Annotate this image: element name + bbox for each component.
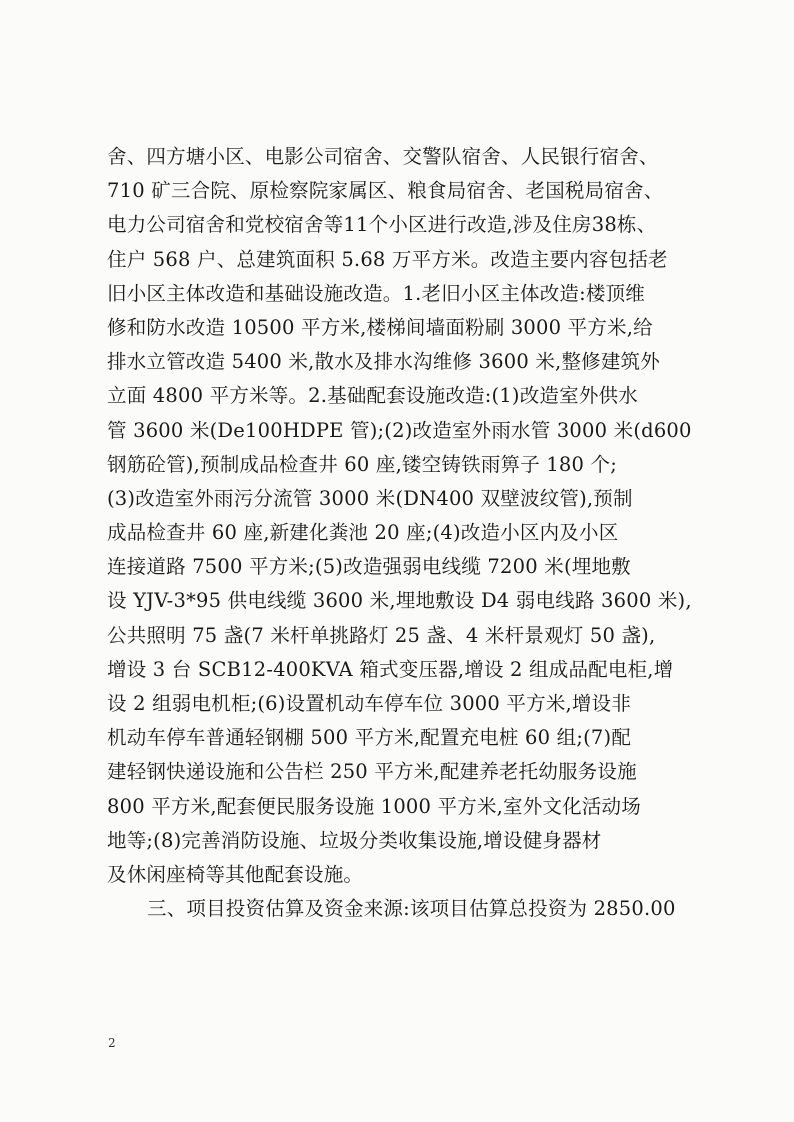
text-line: 公共照明 75 盏(7 米杆单挑路灯 25 盏、4 米杆景观灯 50 盏), [107,623,656,647]
text-line: 管 3600 米(De100HDPE 管);(2)改造室外雨水管 3000 米(d600 [107,418,692,442]
text-line: 连接道路 7500 平方米;(5)改造强弱电线缆 7200 米(埋地敷 [107,555,631,579]
text-line: 地等;(8)完善消防设施、垃圾分类收集设施,增设健身器材 [107,828,602,852]
text-line: 旧小区主体改造和基础设施改造。1.老旧小区主体改造:楼顶维 [107,281,645,305]
text-line: 立面 4800 平方米等。2.基础配套设施改造:(1)改造室外供水 [107,384,638,408]
text-line: 修和防水改造 10500 平方米,楼梯间墙面粉刷 3000 平方米,给 [107,315,653,339]
text-line: 设 2 组弱电机柜;(6)设置机动车停车位 3000 平方米,增设非 [107,692,632,715]
section-heading-line: 三、项目投资估算及资金来源:该项目估算总投资为 2850.00 [147,897,676,921]
text-line: 710 矿三合院、原检察院家属区、粮食局宿舍、老国税局宿舍、 [107,179,664,203]
text-line: 住户 568 户、总建筑面积 5.68 万平方米。改造主要内容包括老 [107,247,668,271]
text-line: 成品检查井 60 座,新建化粪池 20 座;(4)改造小区内及小区 [107,521,619,545]
text-line: 排水立管改造 5400 米,散水及排水沟维修 3600 米,整修建筑外 [107,350,660,374]
text-line: 建轻钢快递设施和公告栏 250 平方米,配建养老托幼服务设施 [107,760,637,784]
page-number: 2 [108,1036,116,1050]
text-line: 及休闲座椅等其他配套设施。 [107,862,364,886]
text-line: 机动车停车普通轻钢棚 500 平方米,配置充电桩 60 组;(7)配 [107,726,632,750]
text-line: 设 YJV-3*95 供电线缆 3600 米,埋地敷设 D4 弱电线路 3600 米), [107,589,692,613]
text-line: 舍、四方塘小区、电影公司宿舍、交警队宿舍、人民银行宿舍、 [107,145,659,168]
text-line: 钢筋砼管),预制成品检查井 60 座,镂空铸铁雨箅子 180 个; [107,452,618,476]
text-line: 800 平方米,配套便民服务设施 1000 平方米,室外文化活动场 [107,794,641,818]
body-text [107,140,697,926]
text-line: 电力公司宿舍和党校宿舍等11个小区进行改造,涉及住房38栋、 [107,213,657,237]
text-line: (3)改造室外雨污分流管 3000 米(DN400 双壁波纹管),预制 [107,486,633,510]
text-line: 增设 3 台 SCB12-400KVA 箱式变压器,增设 2 组成品配电柜,增 [107,657,674,681]
